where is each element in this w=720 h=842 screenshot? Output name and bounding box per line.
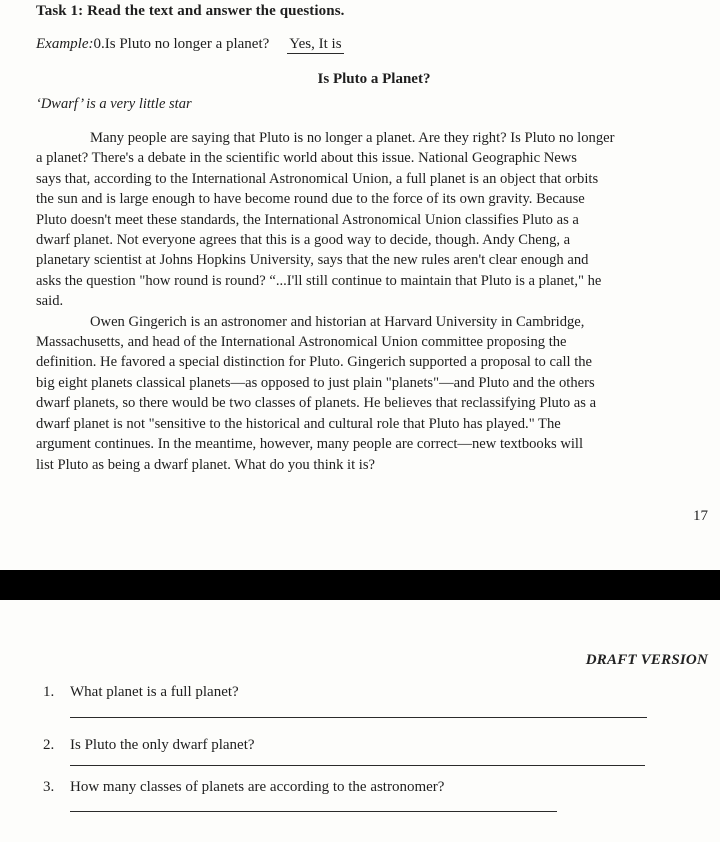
passage-line: big eight planets classical planets—as opposed to just plain "planets"—and Pluto and the others [36,374,595,391]
passage-line: Pluto doesn't meet these standards, the International Astronomical Union classifies Pluto as a [36,211,579,228]
passage-line: asks the question "how round is round? “...I'll still continue to maintain that Pluto is a planet," he [36,272,602,289]
answer-line-3 [70,811,557,812]
example-answer: Yes, It is [289,36,342,52]
example-line [36,36,344,53]
example-question: 0.Is Pluto no longer a planet? [93,36,270,52]
passage-line: says that, according to the International Astronomical Union, a full planet is an object that orbits [36,170,599,187]
passage-body [36,128,716,475]
question-number: 1. [43,684,55,700]
question-text: What planet is a full planet? [70,684,239,700]
page-number: 17 [693,508,708,524]
answer-line-2 [70,765,645,766]
task-heading: Task 1: Read the text and answer the questions. [36,3,345,19]
question-text: Is Pluto the only dwarf planet? [70,737,255,753]
question-number: 2. [43,737,55,753]
question-number: 3. [43,779,55,795]
passage-line: Massachusetts, and head of the International Astronomical Union committee proposing the [36,334,567,351]
example-label: Example: [36,36,94,52]
question-item-2 [43,737,255,754]
passage-line: definition. He favored a special distinction for Pluto. Gingerich supported a proposal to call the [36,354,593,371]
question-item-3 [43,779,444,796]
passage-subtitle: ‘Dwarf’ is a very little star [36,96,192,112]
passage-line: planetary scientist at Johns Hopkins University, says that the new rules aren't clear enough and [36,252,589,269]
passage-line: Owen Gingerich is an astronomer and historian at Harvard University in Cambridge, [90,313,585,330]
passage-line: argument continues. In the meantime, however, many people are correct—new textbooks will [36,436,584,453]
answer-line-1 [70,717,647,718]
question-text: How many classes of planets are according to the astronomer? [70,779,445,795]
passage-line: Many people are saying that Pluto is no longer a planet. Are they right? Is Pluto no longer [90,130,615,146]
passage-line: said. [36,293,64,310]
scan-divider-band [0,570,720,600]
passage-line: dwarf planet. Not everyone agrees that this is a good way to decide, though. Andy Cheng, a [36,232,571,249]
question-item-1 [43,684,239,701]
passage-line: the sun and is large enough to have become round due to the force of its own gravity. Because [36,191,585,208]
draft-version-label: DRAFT VERSION [585,652,708,668]
passage-line: dwarf planet is not "sensitive to the historical and cultural role that Pluto has played." The [36,415,561,432]
passage-title: Is Pluto a Planet? [317,71,431,87]
passage-line: dwarf planets, so there would be two classes of planets. He believes that reclassifying Pluto as a [36,395,597,412]
passage-line: list Pluto as being a dwarf planet. What do you think it is? [36,456,375,473]
passage-line: a planet? There's a debate in the scientific world about this issue. National Geographic News [36,150,577,167]
